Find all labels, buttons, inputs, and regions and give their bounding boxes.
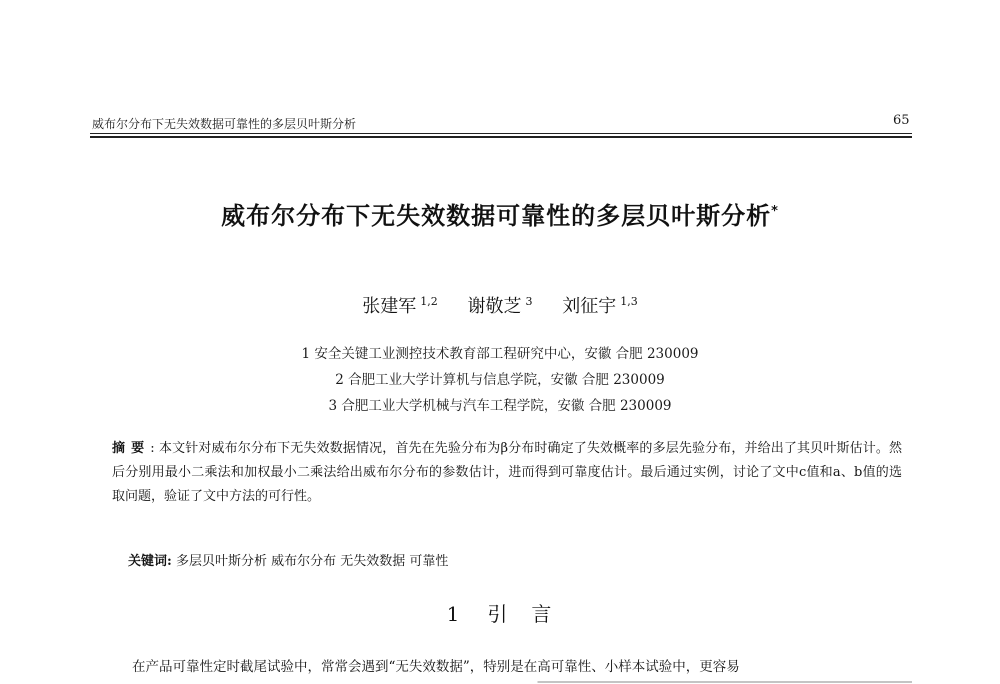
author xyxy=(562,296,638,317)
affiliation-list xyxy=(0,341,1000,419)
author xyxy=(362,296,438,317)
abstract-colon: : xyxy=(150,441,155,456)
affiliation: 1 安全关键工业测控技术教育部工程研究中心，安徽 合肥 230009 xyxy=(301,346,699,362)
author-name: 刘征宇 xyxy=(562,296,617,317)
author-affiliation-mark: 1,3 xyxy=(620,295,638,308)
author xyxy=(468,296,533,317)
author-name: 谢敬芝 xyxy=(467,296,522,317)
abstract xyxy=(112,437,902,509)
abstract-label: 摘要 xyxy=(112,441,151,456)
abstract-text: 本文针对威布尔分布下无失效数据情况，首先在先验分布为β分布时确定了失效概率的多层先验分布，并给出了其贝叶斯估计。然后分别用最小二乘法和加权最小二乘法给出威布尔分布的参数估计，进而得到可靠度估计。最后通过实例，讨论了文中c值和a、b值的选取问题，验证了文中方法的可行性。 xyxy=(112,441,902,504)
body-paragraph: 在产品可靠性定时截尾试验中，常常会遇到“无失效数据”，特别是在高可靠性、小样本试验中，更容易 xyxy=(132,659,740,675)
header-rule-thin xyxy=(90,133,912,134)
cut-off-text-line xyxy=(132,678,912,684)
keywords-text: 多层贝叶斯分析 威布尔分布 无失效数据 可靠性 xyxy=(175,554,449,569)
paper-title-text: 威布尔分布下无失效数据可靠性的多层贝叶斯分析 xyxy=(221,202,772,230)
author-list xyxy=(0,292,1000,318)
affiliation: 3 合肥工业大学机械与汽车工程学院，安徽 合肥 230009 xyxy=(328,398,672,414)
title-footnote-mark: * xyxy=(771,204,779,219)
keywords xyxy=(128,550,898,569)
page-number: 65 xyxy=(893,113,910,128)
section-heading xyxy=(0,598,1000,627)
section-title: 引 言 xyxy=(487,602,554,626)
author-name: 张建军 xyxy=(362,296,417,317)
affiliation: 2 合肥工业大学计算机与信息学院，安徽 合肥 230009 xyxy=(335,372,665,388)
running-title: 威布尔分布下无失效数据可靠性的多层贝叶斯分析 xyxy=(92,117,357,131)
paper-title xyxy=(0,196,1000,231)
author-affiliation-mark: 3 xyxy=(525,295,533,308)
keywords-label: 关键词: xyxy=(128,554,172,569)
author-affiliation-mark: 1,2 xyxy=(420,295,438,308)
header-rule-thick xyxy=(90,136,912,138)
section-number: 1 xyxy=(446,602,462,626)
